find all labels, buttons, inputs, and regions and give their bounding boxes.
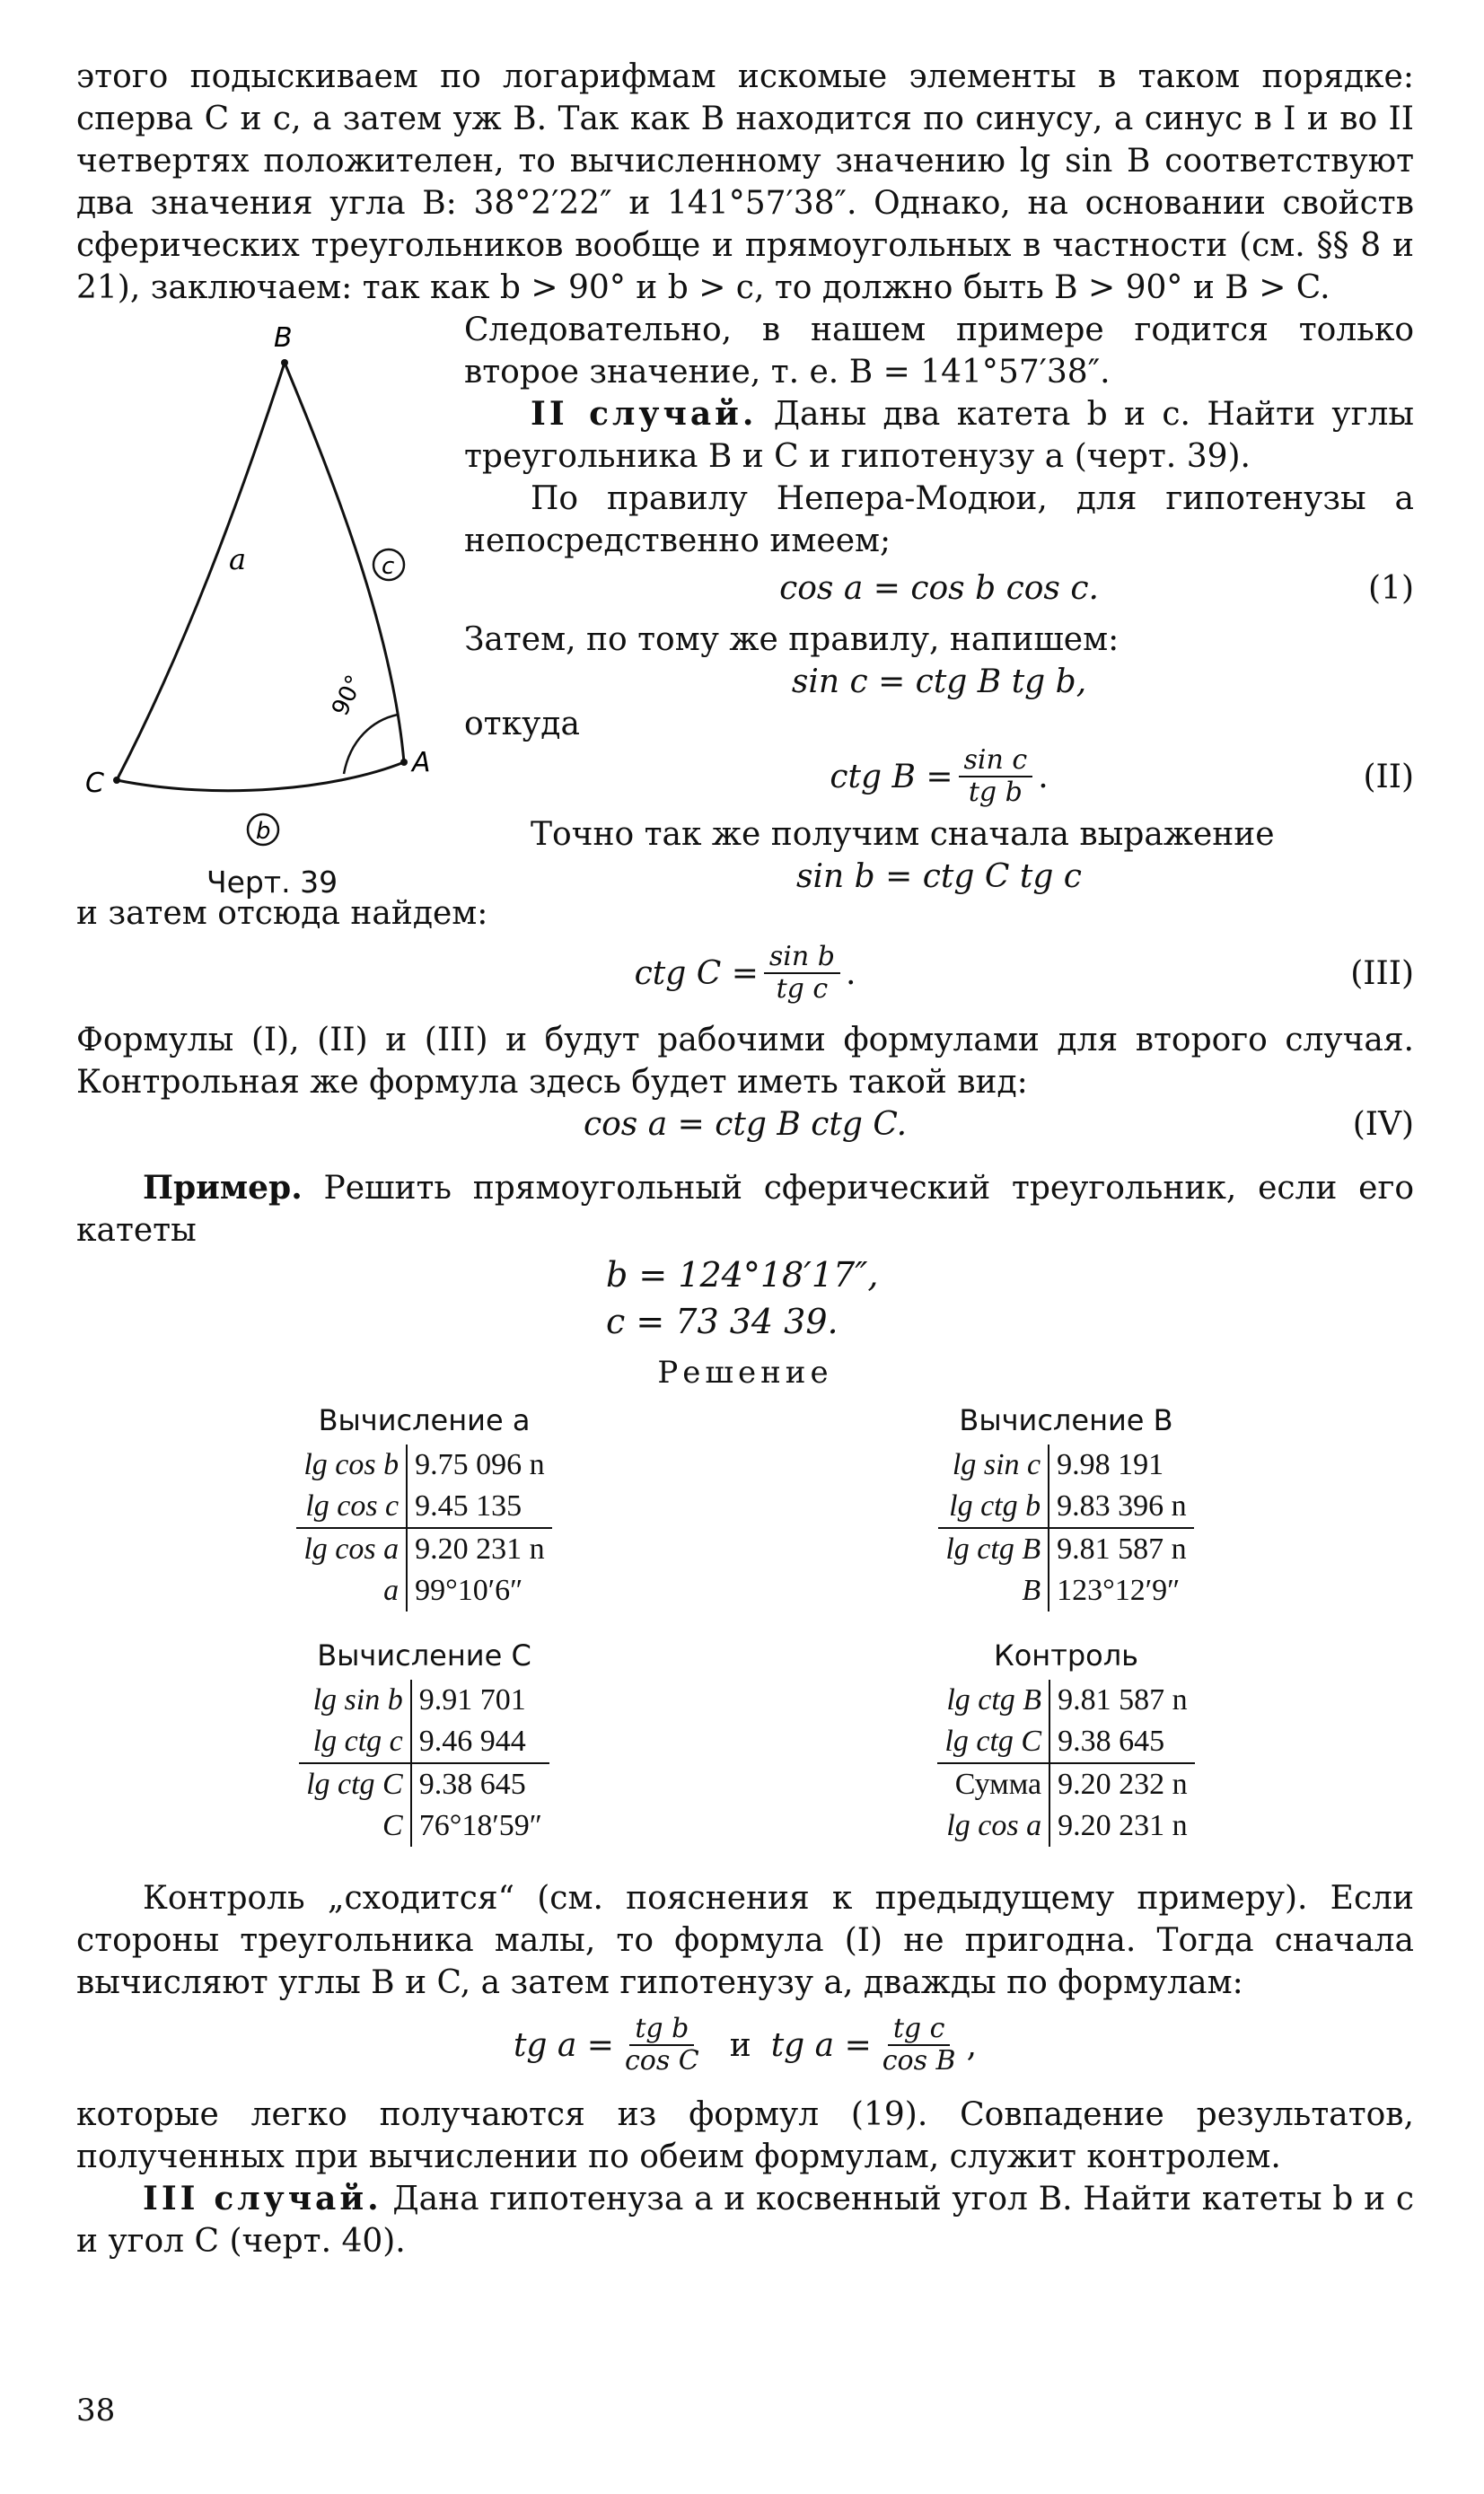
calc-block-control [772, 1635, 1360, 1847]
vertex-C-dot [113, 777, 120, 784]
table-row [299, 1763, 549, 1805]
cell-label: lg ctg B [938, 1528, 1049, 1570]
calculation-grid [76, 1400, 1414, 1847]
cell-value: 9.98 191 [1057, 1448, 1164, 1481]
paragraph-intro: этого подыскиваем по логарифмам искомые элементы в таком порядке: сперва C и c, а затем уж B. Так как B находится по синусу, а синус в I и во II четвертях положителен, то вычисленному значению lg sin B соответствуют два значения угла B: 38°2′22″ и 141°57′38″. Однако, на основании свойств сферических треугольников вообще и прямоугольных в частности (см. §§ 8 и 21), заключаем: так как b > 90° и b > c, то должно быть B > 90° и B > C. [76, 58, 1414, 306]
formula-II-fraction [959, 745, 1033, 808]
formula-III-fraction [764, 942, 840, 1005]
formula-tg-numerator-1: tg b [629, 2014, 694, 2046]
example-values [606, 1251, 1414, 1345]
table-row [296, 1486, 551, 1528]
formula-III: ctg C = $\frac{\text{sin b}}{\text{tg c}}$ . (III) [634, 941, 1414, 1005]
calc-control-title: Контроль [993, 1638, 1139, 1673]
cell-label: B [938, 1570, 1049, 1611]
paragraph-similarly: Точно так же получим сначала выражение [531, 816, 1275, 853]
paragraph-working-formulas: Формулы (I), (II) и (III) и будут рабочими формулами для второго случая. Контрольная же формула здесь будет иметь такой вид: [76, 1022, 1414, 1101]
table-row [296, 1528, 551, 1570]
cell-value: 9.38 645 [1049, 1721, 1195, 1763]
paragraph-coincidence: которые легко получаются из формул (19). Совпадение результатов, полученных при вычислении по обеим формулам, служит контролем. [76, 2096, 1414, 2175]
table-row [299, 1805, 549, 1847]
label-90-deg: 90° [327, 671, 369, 720]
cell-value: 123°12′9″ [1057, 1574, 1181, 1607]
formula-tg-denominator-2: cos B [882, 2045, 956, 2077]
table-row [299, 1721, 549, 1763]
table-row [299, 1680, 549, 1721]
case-3-heading: III случай. [143, 2180, 382, 2217]
formula-tg-left-1: tg a = [513, 2026, 614, 2064]
formula-I [464, 567, 1414, 610]
calc-block-a [130, 1400, 718, 1611]
label-C: C [85, 768, 104, 799]
calc-a-title: Вычисление a [318, 1403, 531, 1437]
formula-II-numerator: sin c [959, 745, 1033, 777]
right-angle-arc [344, 715, 398, 774]
cell-value: 9.20 231 n [1058, 1809, 1188, 1842]
calc-block-B [772, 1400, 1360, 1611]
case-3-paragraph [76, 2178, 1414, 2262]
formula-III-label: (III) [1350, 954, 1414, 992]
spherical-triangle-diagram [76, 309, 453, 847]
cell-label: lg cos c [296, 1486, 407, 1528]
case-2-heading: II случай. [531, 395, 758, 433]
cell-label: lg ctg C [299, 1763, 411, 1805]
calc-block-C [130, 1635, 718, 1847]
side-a-arc [117, 363, 285, 780]
cell-value: 99°10′6″ [415, 1574, 523, 1607]
table-row [937, 1805, 1194, 1847]
cell-value: 9.38 645 [418, 1768, 526, 1801]
cell-value: 9.20 231 n [415, 1532, 545, 1566]
paragraph-then: Затем, по тому же правилу, напишем: [464, 621, 1120, 658]
formula-II: ctg B = $\frac{\text{sin c}}{\text{tg b}}$ . (II) [830, 744, 1414, 808]
table-row [296, 1570, 551, 1611]
formula-tg-fraction-2 [877, 2014, 962, 2077]
table-row [938, 1486, 1193, 1528]
formula-IV-text: cos a = ctg B ctg C. [583, 1106, 908, 1143]
cell-label: lg ctg c [299, 1721, 411, 1763]
cell-label: lg sin b [299, 1680, 411, 1721]
calc-C-title: Вычисление C [317, 1638, 531, 1673]
cell-value: 9.46 944 [411, 1721, 549, 1763]
side-b-arc [117, 762, 404, 791]
paragraph-neper-rule: По правилу Непера-Модюи, для гипотенузы a непосредственно имеем; [464, 480, 1414, 559]
cell-label: lg cos a [296, 1528, 407, 1570]
cell-label: lg ctg b [938, 1486, 1049, 1528]
formula-sin-c-text: sin c = ctg B tg b, [791, 663, 1087, 700]
page [76, 56, 1414, 2262]
example-value-c: c = 73 34 39. [606, 1302, 839, 1341]
formula-sin-b-text: sin b = ctg C tg c [796, 858, 1082, 895]
case-3-body: Дана гипотенуза a и косвенный угол B. Найти катеты b и c и угол C (черт. 40). [76, 2181, 1415, 2260]
paragraph-whence: откуда [464, 706, 580, 742]
table-row [937, 1680, 1194, 1721]
formula-III-left: ctg C = [634, 954, 759, 992]
cell-value: 9.91 701 [418, 1683, 526, 1717]
cell-value: 9.45 135 [407, 1486, 552, 1528]
formula-I-label: (1) [1368, 570, 1414, 607]
cell-value: 9.20 232 n [1058, 1768, 1188, 1801]
table-row [937, 1763, 1194, 1805]
formula-II-label: (II) [1363, 758, 1414, 795]
cell-value: 9.81 587 n [1057, 1532, 1187, 1566]
formula-tg-fraction-1 [619, 2014, 705, 2077]
calc-control-table [937, 1680, 1194, 1847]
table-row [938, 1445, 1193, 1486]
formula-tg-numerator-2: tg c [888, 2014, 951, 2046]
calc-B-title: Вычисление B [959, 1403, 1173, 1437]
label-A: A [412, 747, 431, 778]
table-row [296, 1445, 551, 1486]
label-a: a [229, 542, 247, 576]
cell-label: C [299, 1805, 411, 1847]
cell-label: lg ctg B [937, 1680, 1049, 1721]
example-heading: Пример. [143, 1169, 303, 1207]
figure-section [76, 309, 1414, 955]
formula-tg-denominator-1: cos C [624, 2045, 699, 2077]
formula-tg-left-2: tg a = [770, 2026, 872, 2064]
cell-label: lg sin c [938, 1445, 1049, 1486]
cell-value: 9.75 096 n [415, 1448, 545, 1481]
example-paragraph [76, 1167, 1414, 1251]
table-row [938, 1528, 1193, 1570]
cell-label: lg ctg C [937, 1721, 1049, 1763]
formula-sin-b [464, 856, 1414, 898]
cell-label: Сумма [937, 1763, 1049, 1805]
formula-sin-c [464, 661, 1414, 703]
case-2-paragraph [464, 393, 1414, 478]
example-body: Решить прямоугольный сферический треугольник, если его катеты [76, 1170, 1414, 1249]
figure-side-text [453, 309, 1414, 898]
paragraph-conclusion: Следовательно, в нашем примере годится только второе значение, т. е. B = 141°57′38″. [464, 312, 1414, 391]
example-value-b: b = 124°18′17″, [606, 1255, 879, 1295]
cell-label: a [296, 1570, 407, 1611]
table-row [937, 1721, 1194, 1763]
formula-IV [76, 1103, 1414, 1146]
formula-III-numerator: sin b [764, 942, 840, 974]
paragraph-find: и затем отсюда найдем: [76, 895, 488, 932]
formula-tg-and: и [729, 2026, 751, 2064]
vertex-B-dot [281, 359, 288, 366]
cell-value: 76°18′59″ [418, 1809, 542, 1842]
vertex-A-dot [400, 759, 408, 766]
formula-III-denominator: tg c [776, 973, 829, 1005]
figure-39 [76, 309, 453, 955]
formula-IV-label: (IV) [1352, 1106, 1414, 1143]
case-2-body: Даны два катета b и c. Найти углы треугольника B и C и гипотенузу a (черт. 39). [464, 396, 1414, 475]
formula-II-denominator: tg b [968, 777, 1023, 808]
table-row [938, 1570, 1193, 1611]
label-b: b [256, 818, 271, 845]
calc-B-table [938, 1445, 1193, 1611]
formula-tg-a: tg a = $\frac{\text{tg b}}{\text{cos C}}$ и tg a = $\frac{\text{tg c}}{\text{cos B}}$ , [513, 2013, 978, 2077]
cell-label: lg cos a [937, 1805, 1049, 1847]
calc-a-table [296, 1445, 551, 1611]
solution-heading: Решение [657, 1355, 833, 1391]
label-B: B [274, 322, 293, 354]
formula-II-left: ctg B = [830, 758, 953, 795]
cell-label: lg cos b [296, 1445, 407, 1486]
cell-value: 9.81 587 n [1058, 1683, 1188, 1717]
cell-value: 9.83 396 n [1049, 1486, 1194, 1528]
page-number: 38 [76, 2393, 116, 2428]
formula-I-text: cos a = cos b cos c. [779, 570, 1099, 607]
calc-C-table [299, 1680, 549, 1847]
label-c: c [382, 553, 395, 580]
paragraph-control: Контроль „сходится“ (см. пояснения к предыдущему примеру). Если стороны треугольника малы, то формула (I) не пригодна. Тогда сначала вычисляют углы B и C, а затем гипотенузу a, дважды по формулам: [76, 1880, 1414, 2001]
figure-caption: Черт. 39 [206, 865, 338, 900]
